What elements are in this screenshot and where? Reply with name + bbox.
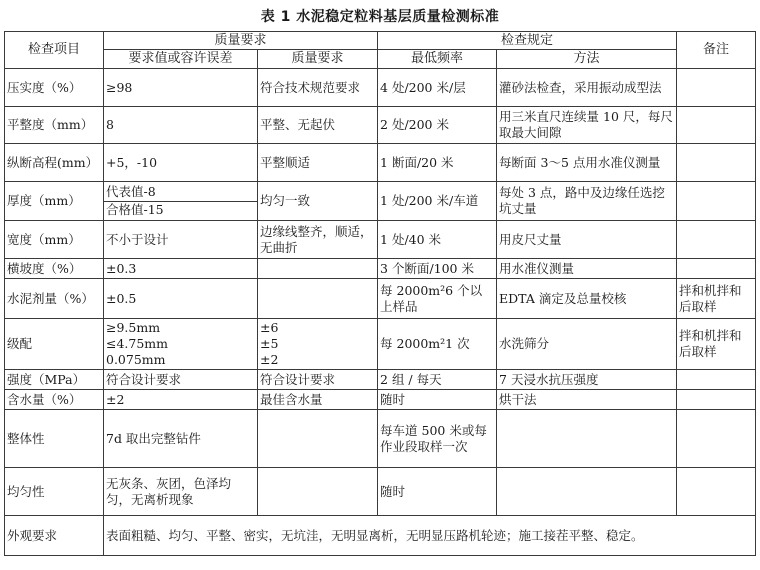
- cell-remark: 拌和机拌和后取样: [677, 319, 756, 370]
- cell-remark: [677, 182, 756, 221]
- header-method: 方法: [497, 50, 677, 69]
- cell-freq: 每车道 500 米或每作业段取样一次: [378, 410, 497, 468]
- quality-standard-table: [4, 31, 756, 556]
- header-inspection: 检查规定: [378, 32, 677, 50]
- cell-freq: 2 组 / 每天: [378, 370, 497, 390]
- cell-freq: 每 2000m²1 次: [378, 319, 497, 370]
- cell-remark: 拌和机拌和后取样: [677, 279, 756, 319]
- cell-remark: [677, 69, 756, 107]
- header-item: 检查项目: [5, 32, 104, 69]
- cell-remark: [677, 370, 756, 390]
- cell-method: [497, 410, 677, 468]
- cell-remark: [677, 107, 756, 144]
- cell-value: 无灰条、灰团，色泽均匀，无离析现象: [104, 468, 258, 516]
- header-remark: 备注: [677, 32, 756, 69]
- cell-value: 不小于设计: [104, 221, 258, 259]
- cell-freq: 随时: [378, 390, 497, 410]
- cell-value: +5，-10: [104, 144, 258, 182]
- cell-item: 压实度（%）: [5, 69, 104, 107]
- table-row: [5, 319, 756, 370]
- header-req-value: 要求值或容许误差: [104, 50, 258, 69]
- cell-quality: [258, 259, 378, 279]
- cell-quality: 均匀一致: [258, 182, 378, 221]
- cell-value: [104, 182, 258, 221]
- cell-item: 厚度（mm）: [5, 182, 104, 221]
- value-qualified: 合格值-15: [106, 202, 164, 217]
- cell-value: 7d 取出完整钻件: [104, 410, 258, 468]
- table-row: [5, 410, 756, 468]
- cell-quality: 符合技术规范要求: [258, 69, 378, 107]
- cell-freq: 2 处/200 米: [378, 107, 497, 144]
- cell-method: 用皮尺丈量: [497, 221, 677, 259]
- table-title: 表 1 水泥稳定粒料基层质量检测标准: [260, 9, 500, 25]
- cell-quality: [258, 319, 378, 370]
- cell-quality: 符合设计要求: [258, 370, 378, 390]
- header-quality: 质量要求: [104, 32, 378, 50]
- cell-value: ≥98: [104, 69, 258, 107]
- cell-value: 符合设计要求: [104, 370, 258, 390]
- cell-item: 水泥剂量（%）: [5, 279, 104, 319]
- cell-quality: [258, 410, 378, 468]
- cell-item: 整体性: [5, 410, 104, 468]
- table-row: [5, 516, 756, 556]
- table-row: [5, 69, 756, 107]
- table-row: [5, 259, 756, 279]
- table-row: [5, 182, 756, 221]
- cell-item: 均匀性: [5, 468, 104, 516]
- cell-value: 8: [104, 107, 258, 144]
- cell-freq: 随时: [378, 468, 497, 516]
- table-row: [5, 468, 756, 516]
- cell-appearance-requirement: 表面粗糙、均匀、平整、密实，无坑洼，无明显离析，无明显压路机轮迹；施工接茬平整、稳定。: [104, 516, 756, 556]
- cell-method: 每处 3 点，路中及边缘任选挖坑丈量: [497, 182, 677, 221]
- quality-line: ±2: [260, 352, 279, 367]
- cell-item: 横坡度（%）: [5, 259, 104, 279]
- cell-quality: 平整、无起伏: [258, 107, 378, 144]
- cell-quality: 最佳含水量: [258, 390, 378, 410]
- cell-item: 平整度（mm）: [5, 107, 104, 144]
- cell-freq: 1 处/200 米/车道: [378, 182, 497, 221]
- value-line: ≤4.75mm: [106, 336, 169, 351]
- cell-item: 纵断高程(mm）: [5, 144, 104, 182]
- cell-remark: [677, 144, 756, 182]
- cell-method: [497, 468, 677, 516]
- cell-freq: 4 处/200 米/层: [378, 69, 497, 107]
- cell-value: [104, 319, 258, 370]
- cell-method: 每断面 3～5 点用水准仪测量: [497, 144, 677, 182]
- cell-quality: 平整顺适: [258, 144, 378, 182]
- cell-item: 级配: [5, 319, 104, 370]
- cell-item: 外观要求: [5, 516, 104, 556]
- cell-freq: 3 个断面/100 米: [378, 259, 497, 279]
- table-row: [5, 107, 756, 144]
- cell-remark: [677, 468, 756, 516]
- quality-line: ±6: [260, 320, 279, 335]
- value-representative: 代表值-8: [104, 184, 257, 202]
- table-row: [5, 390, 756, 410]
- header-quality-req: 质量要求: [258, 50, 378, 69]
- cell-quality: 边缘线整齐，顺适，无曲折: [258, 221, 378, 259]
- cell-method: EDTA 滴定及总量校核: [497, 279, 677, 319]
- cell-method: 7 天浸水抗压强度: [497, 370, 677, 390]
- cell-method: 用水准仪测量: [497, 259, 677, 279]
- cell-method: 用三米直尺连续量 10 尺，每尺取最大间隙: [497, 107, 677, 144]
- cell-method: 水洗筛分: [497, 319, 677, 370]
- table-row: [5, 144, 756, 182]
- cell-remark: [677, 259, 756, 279]
- value-line: ≥9.5mm: [106, 320, 161, 335]
- cell-item: 宽度（mm）: [5, 221, 104, 259]
- cell-remark: [677, 221, 756, 259]
- cell-freq: 每 2000m²6 个以上样品: [378, 279, 497, 319]
- header-min-freq: 最低频率: [378, 50, 497, 69]
- value-line: 0.075mm: [106, 352, 166, 367]
- table-row: [5, 221, 756, 259]
- cell-value: ±0.3: [104, 259, 258, 279]
- cell-method: 烘干法: [497, 390, 677, 410]
- cell-item: 含水量（%）: [5, 390, 104, 410]
- table-row: [5, 279, 756, 319]
- cell-value: ±2: [104, 390, 258, 410]
- quality-line: ±5: [260, 336, 279, 351]
- cell-remark: [677, 410, 756, 468]
- cell-freq: 1 断面/20 米: [378, 144, 497, 182]
- cell-method: 灌砂法检查，采用振动成型法: [497, 69, 677, 107]
- cell-item: 强度（MPa）: [5, 370, 104, 390]
- cell-quality: [258, 279, 378, 319]
- cell-quality: [258, 468, 378, 516]
- table-row: [5, 370, 756, 390]
- cell-remark: [677, 390, 756, 410]
- cell-value: ±0.5: [104, 279, 258, 319]
- cell-freq: 1 处/40 米: [378, 221, 497, 259]
